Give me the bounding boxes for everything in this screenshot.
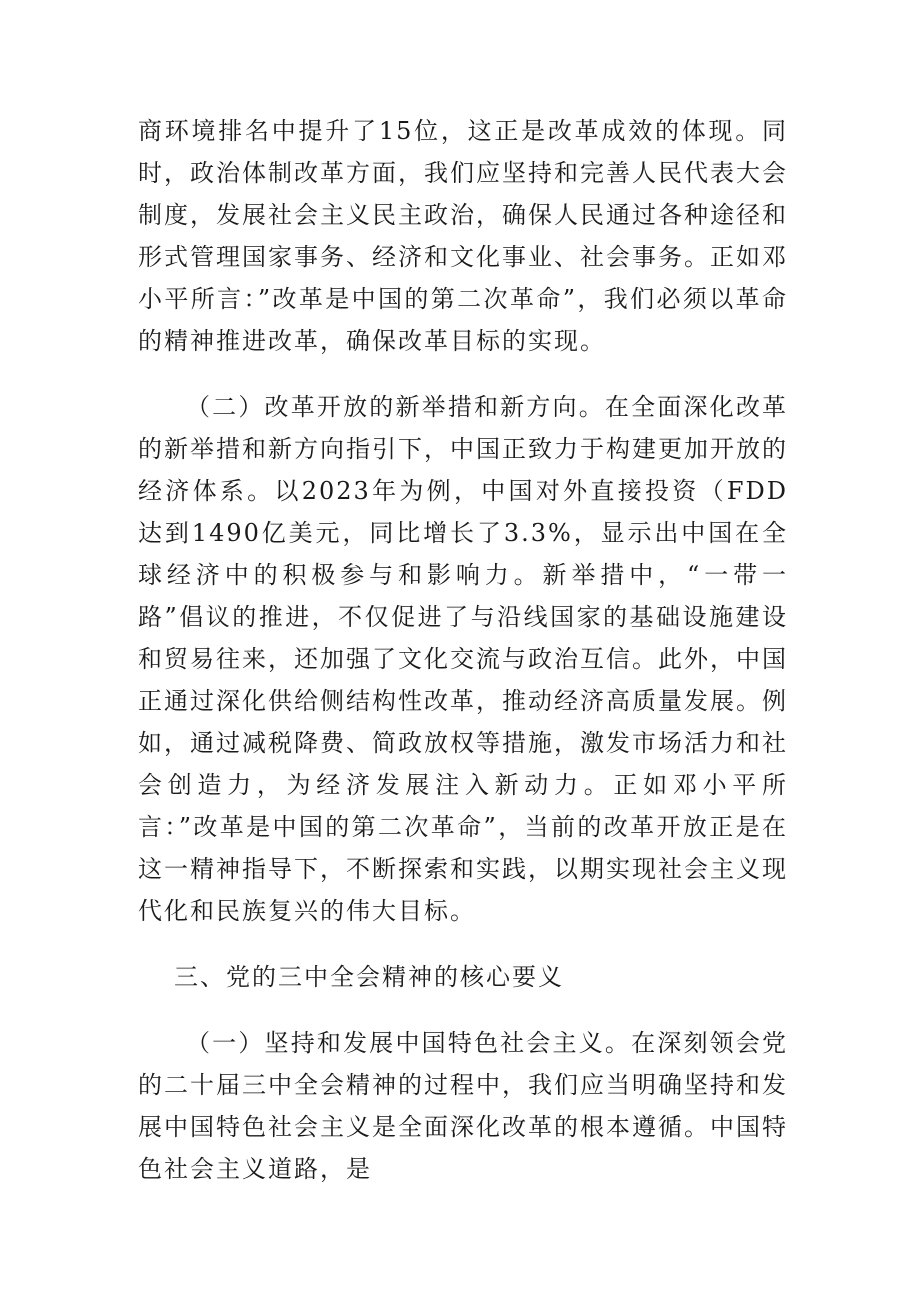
section-heading: 三、党的三中全会精神的核心要义 [174,963,564,991]
paragraph-reform-measures: （二）改革开放的新举措和新方向。在全面深化改革的新举措和新方向指引下，中国正致力于构建更加开放的经济体系。以2023年为例，中国对外直接投资（FDD达到1490亿美元，同比增长了3.3%，显示出中国在全球经济中的积极参与和影响力。新举措中，“一带一路”倡议的推进，不仅促进了与沿线国家的基础设施建设和贸易往来，还加强了文化交流与政治互信。此外，中国正通过深化供给侧结构性改革，推动经济高质量发展。例如，通过减税降费、简政放权等措施，激发市场活力和社会创造力，为经济发展注入新动力。正如邓小平所言：”改革是中国的第二次革命”，当前的改革开放正是在这一精神指导下，不断探索和实践，以期实现社会主义现代化和民族复兴的伟大目标。 [138,393,788,925]
document-body [138,110,788,1214]
paragraph-socialism: （一）坚持和发展中国特色社会主义。在深刻领会党的二十届三中全会精神的过程中，我们应当明确坚持和发展中国特色社会主义是全面深化改革的根本遵循。中国特色社会主义道路，是 [138,1029,788,1183]
paragraph-continuation: 商环境排名中提升了15位，这正是改革成效的体现。同时，政治体制改革方面，我们应坚持和完善人民代表大会制度，发展社会主义民主政治，确保人民通过各种途径和形式管理国家事务、经济和文化事业、社会事务。正如邓小平所言：”改革是中国的第二次革命”，我们必须以革命的精神推进改革，确保改革目标的实现。 [138,117,788,355]
